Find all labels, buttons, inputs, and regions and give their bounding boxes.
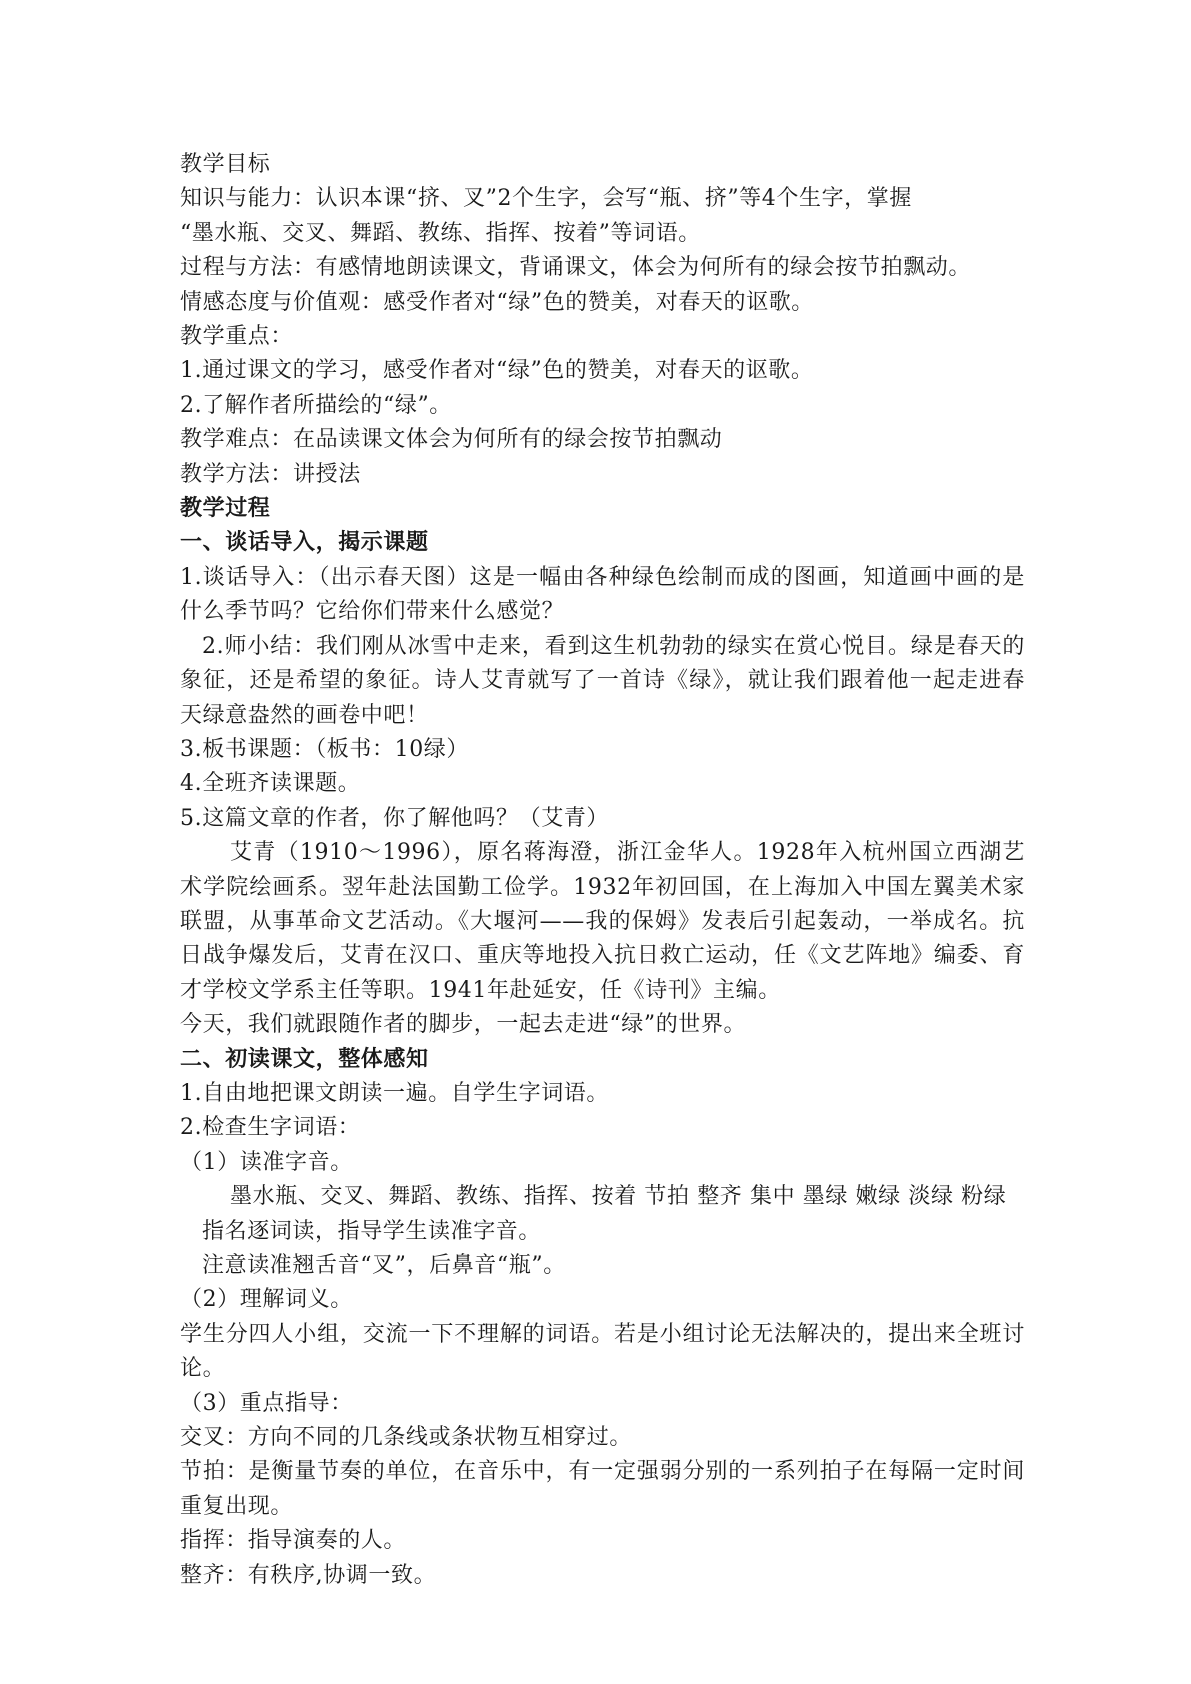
lesson-plan-page (180, 148, 1025, 1593)
section2-word-list: 墨水瓶、交叉、舞蹈、教练、指挥、按着 节拍 整齐 集中 墨绿 嫩绿 淡绿 粉绿 (230, 1184, 1007, 1210)
process-heading: 教学过程 (180, 496, 271, 522)
section1-item1: 1.谈话导入：（出示春天图）这是一幅由各种绿色绘制而成的图画，知道画中画的是什么季节吗？它给你们带来什么感觉？ (180, 564, 1025, 625)
section2-group-discussion: 学生分四人小组，交流一下不理解的词语。若是小组讨论无法解决的，提出来全班讨论。 (180, 1321, 1025, 1382)
difficulty: 教学难点：在品读课文体会为何所有的绿会按节拍飘动 (180, 427, 723, 453)
definition-beat: 节拍：是衡量节奏的单位，在音乐中，有一定强弱分别的一系列拍子在每隔一定时间重复出现。 (180, 1459, 1025, 1519)
definition-conduct: 指挥：指导演奏的人。 (180, 1528, 407, 1554)
section1-item3: 3.板书课题：（板书：10绿） (180, 736, 469, 762)
definition-neat: 整齐：有秩序,协调一致。 (180, 1562, 437, 1588)
section2-item2: 2.检查生字词语： (180, 1115, 361, 1141)
section2-pronunciation-note: 注意读准翘舌音“叉”，后鼻音“瓶”。 (202, 1253, 566, 1278)
goal-process: 过程与方法：有感情地朗读课文，背诵课文，体会为何所有的绿会按节拍飘动。 (180, 255, 972, 281)
section1-item2: 2.师小结：我们刚从冰雪中走来，看到这生机勃勃的绿实在赏心悦目。绿是春天的象征，还是希望的象征。诗人艾青就写了一首诗《绿》，就让我们跟着他一起走进春天绿意盎然的画卷中吧！ (180, 633, 1025, 728)
section2-item1: 1.自由地把课文朗读一遍。自学生字词语。 (180, 1080, 609, 1106)
method: 教学方法：讲授法 (180, 461, 361, 487)
author-bio: 艾青（1910～1996），原名蒋海澄，浙江金华人。1928年入杭州国立西湖艺术学院绘画系。翌年赴法国勤工俭学。1932年初回国，在上海加入中国左翼美术家联盟，从事革命文艺活动。《大堰河——我的保姆》发表后引起轰动，一举成名。抗日战争爆发后，艾青在汉口、重庆等地投入抗日救亡运动，任《文艺阵地》编委、育才学校文学系主任等职。1941年赴延安，任《诗刊》主编。 (180, 840, 1025, 1003)
section2-sub2: （2）理解词义。 (180, 1287, 353, 1313)
section2-read-each: 指名逐词读，指导学生读准字音。 (202, 1218, 542, 1244)
goal-knowledge-line2: “墨水瓶、交叉、舞蹈、教练、指挥、按着”等词语。 (180, 220, 701, 246)
section2-sub1: （1）读准字音。 (180, 1149, 353, 1175)
goal-emotion: 情感态度与价值观：感受作者对“绿”色的赞美，对春天的讴歌。 (180, 289, 814, 315)
key-heading: 教学重点： (180, 324, 294, 350)
section2-heading: 二、初读课文，整体感知 (180, 1046, 429, 1072)
definition-cross: 交叉：方向不同的几条线或条状物互相穿过。 (180, 1425, 633, 1451)
key-point-2: 2.了解作者所描绘的“绿”。 (180, 392, 452, 418)
section2-sub3: （3）重点指导： (180, 1390, 353, 1416)
goal-knowledge-line1: 知识与能力：认识本课“挤、叉”2个生字，会写“瓶、挤”等4个生字，掌握 (180, 186, 912, 212)
section1-item4: 4.全班齐读课题。 (180, 771, 361, 797)
goal-heading: 教学目标 (180, 152, 271, 177)
section1-heading: 一、谈话导入，揭示课题 (180, 530, 429, 556)
key-point-1: 1.通过课文的学习，感受作者对“绿”色的赞美，对春天的讴歌。 (180, 358, 814, 384)
transition-text: 今天，我们就跟随作者的脚步，一起去走进“绿”的世界。 (180, 1012, 747, 1038)
section1-item5: 5.这篇文章的作者，你了解他吗？（艾青） (180, 805, 609, 831)
